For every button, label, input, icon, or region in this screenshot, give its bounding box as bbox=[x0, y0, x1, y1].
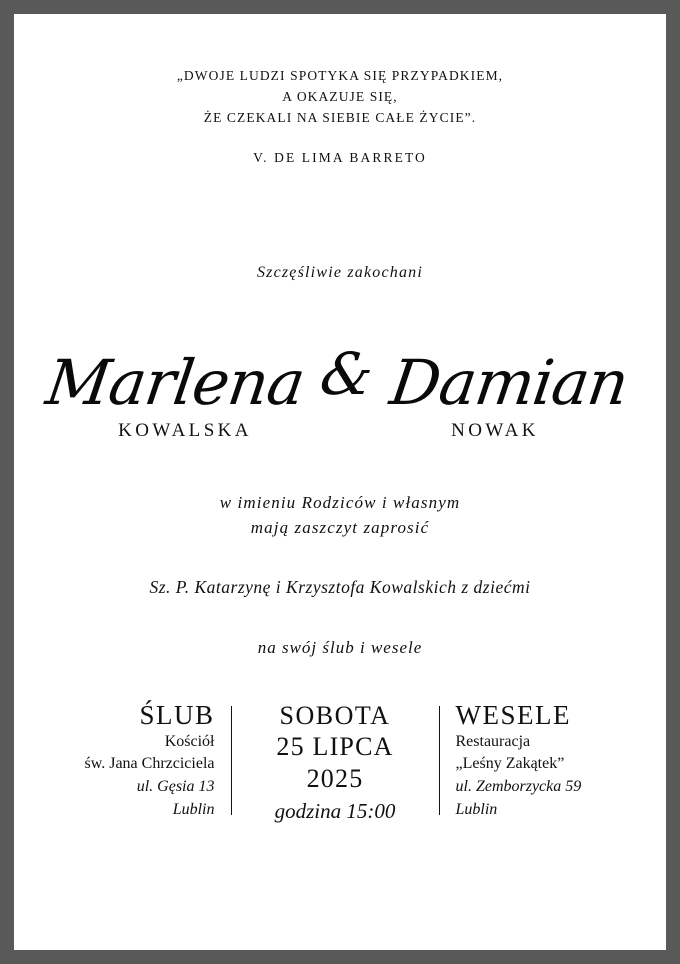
event-line: na swój ślub i wesele bbox=[257, 637, 423, 657]
reception-line-1: Restauracja bbox=[455, 732, 531, 750]
parents-block bbox=[220, 490, 460, 541]
ceremony-details bbox=[24, 700, 231, 825]
groom-surname: NOWAK bbox=[451, 419, 539, 441]
groom-first-name: Damian bbox=[385, 345, 633, 419]
parents-line-2: mają zaszczyt zaprosić bbox=[250, 518, 430, 538]
date-day-name: SOBOTA bbox=[279, 700, 391, 730]
date-details bbox=[232, 700, 439, 825]
ceremony-line-3: ul. Gęsia 13 bbox=[136, 778, 215, 796]
bride-first-name: Marlena bbox=[41, 345, 309, 419]
quote-line-1: „DWOJE LUDZI SPOTYKA SIĘ PRZYPADKIEM, bbox=[176, 68, 504, 83]
ceremony-line-4: Lublin bbox=[172, 800, 215, 818]
invitation-card bbox=[14, 14, 666, 950]
reception-line-2: „Leśny Zakątek” bbox=[455, 755, 565, 773]
ceremony-line-2: św. Jana Chrzciciela bbox=[84, 755, 215, 773]
couple-surnames-row bbox=[14, 420, 666, 442]
happy-couple-line: Szczęśliwie zakochani bbox=[256, 263, 424, 281]
ceremony-title: ŚLUB bbox=[139, 699, 215, 730]
date-time: godzina 15:00 bbox=[274, 798, 396, 823]
ampersand: & bbox=[316, 339, 378, 408]
reception-title: WESELE bbox=[455, 699, 571, 730]
date-year: 2025 bbox=[306, 764, 364, 794]
couple-names-row bbox=[14, 304, 666, 419]
date-value: 25 LIPCA bbox=[276, 731, 394, 761]
guests-line: Sz. P. Katarzynę i Krzysztofa Kowalskich z dziećmi bbox=[149, 576, 531, 597]
surname-spacer bbox=[305, 420, 375, 442]
quote-line-3: ŻE CZEKALI NA SIEBIE CAŁE ŻYCIE”. bbox=[203, 109, 477, 125]
quote-line-2: A OKAZUJE SIĘ, bbox=[282, 88, 398, 104]
details-row bbox=[24, 700, 657, 825]
ceremony-line-1: Kościół bbox=[164, 732, 215, 750]
reception-line-3: ul. Zemborzycka 59 bbox=[455, 778, 582, 796]
reception-line-4: Lublin bbox=[455, 800, 498, 818]
bride-surname: KOWALSKA bbox=[118, 419, 252, 441]
reception-details bbox=[440, 700, 657, 825]
parents-line-1: w imieniu Rodziców i własnym bbox=[219, 492, 461, 512]
quote-author: V. DE LIMA BARRETO bbox=[253, 149, 427, 165]
quote-block bbox=[177, 66, 503, 169]
